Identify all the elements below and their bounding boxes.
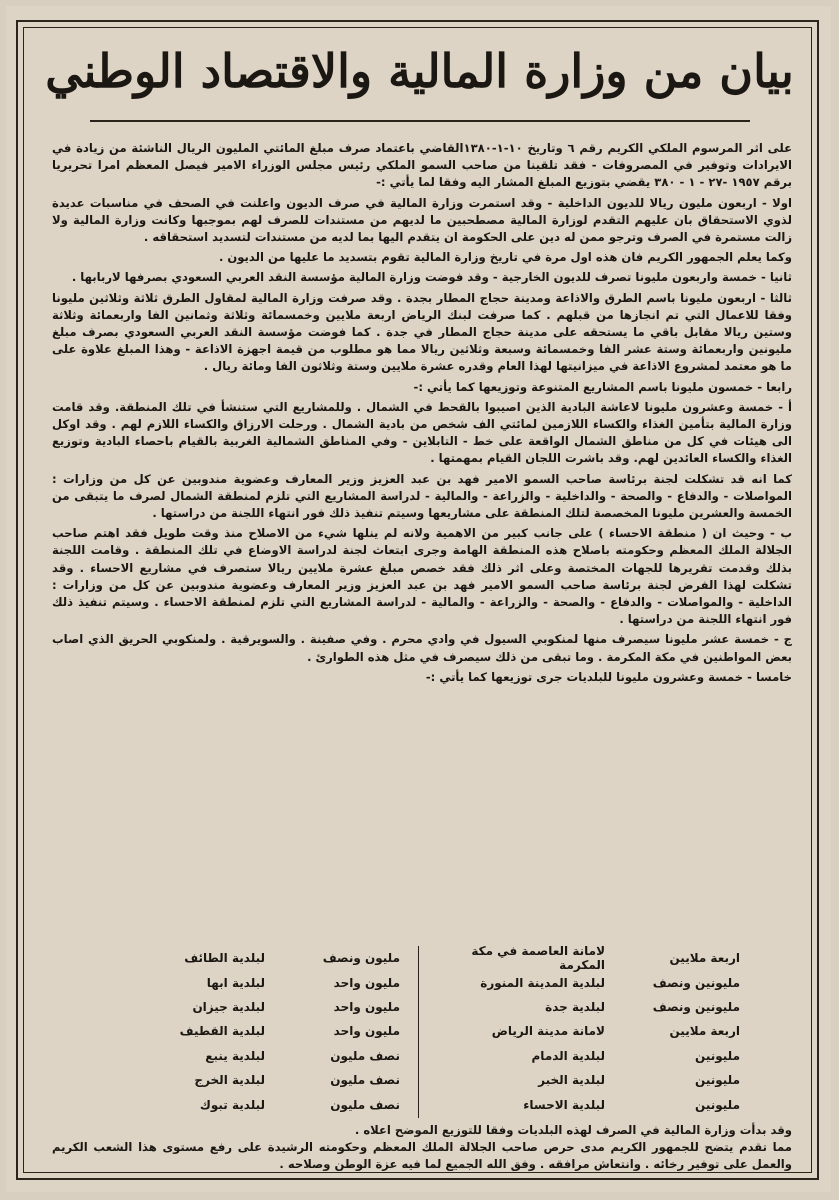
municipality-allocations <box>100 946 740 1122</box>
list-item: مليون واحد لبلدية القطيف <box>179 1024 400 1039</box>
paragraph-fourth-c-floods: ج - خمسة عشر مليونا سيصرف منها لمنكوبي السيول في وادي محرم . وفي صفينة . والسويرقية . ولمنكوبي الحريق الذي اصاب بعض المواطنين في مكة المكرمة . وما تبقى من ذلك سيصرف في مثل هذه الطوارئ . <box>52 632 792 664</box>
closing-paragraph-payment: وقد بدأت وزارة المالية في الصرف لهذه البلديات وفقا للتوزيع الموضح اعلاه . <box>354 1123 792 1137</box>
paragraph-second-external-debts: ثانيا - خمسة واربعون مليونا تصرف للديون الخارجية - وقد فوضت وزارة المالية مؤسسة النقد العربي السعودي بصرفها لاربابها . <box>71 270 792 285</box>
list-item: مليونين ونصف لبلدية المدينة المنورة <box>480 975 740 990</box>
paragraph-third-roads-broadcasting: ثالثا - اربعون مليونا باسم الطرق والاذاعة ومدينة حجاج المطار بجدة . وقد صرفت وزارة المالية لمقاول الطرق ثلاثة وثلاثين مليونا وفقا للاعمال التي تم انجازها من قبلهم . كما صرفت لبنك الرياض اربعة ملايين وخمسمائة وثلاثة وثمانين الفا واربعمائة وثلاثة وستين ريالا مقابل باقي ما يستحقه على مدينة حجاج المطار في جدة . كما فوضت مؤسسة النقد العربي السعودي بصرف مبلغ مليونين واربعمائة وستة عشر الفا وخمسمائة وسبعة وثلاثين ريالا مما هو مطلوب من قيمة اجهزة الاذاعة - وهذا المبلغ علاوة على ما هو معتمد لمشروع الاذاعة في ميزانيتها لهذا العام وقدره عشرة ملايين وستة وثلاثون الفا ومائة ريال . <box>52 290 792 374</box>
list-item: مليون ونصف لبلدية الطائف <box>184 951 400 966</box>
intro-paragraph: على اثر المرسوم الملكي الكريم رقم ٦ وتاريخ ١٠-١-١٣٨٠القاضي باعتماد صرف مبلغ المائتي المليون الريال الناشئة من زيادة في الايرادات وتوفير في المصروفات - فقد تلقينا من صاحب السمو الملكي رئيس مجلس الوزراء الامير فيصل المعظم امرا تحريريا برقم ١٩٥٧ -٢٧ - ١ - ٣٨٠ يقضي بتوزيع المبلغ المشار اليه وفقا لما يأتي :- <box>52 141 792 190</box>
list-item: مليونين ونصف لبلدية جدة <box>545 999 740 1014</box>
paragraph-fourth-a-north: أ - خمسة وعشرون مليونا لاعاشة البادية الذين اصيبوا بالقحط في الشمال . وللمشاريع التي ستنشأ في تلك المنطقة. وقد قامت وزارة المالية بتأمين الغذاء والكساء اللازمين لمائتي الف شخص من بادية الشمال . ورحلت الارزاق والكساء اللازم لهم . وقد اوكل الى هيئات في كل من مناطق الشمال الواقعة على خط - التابلاين - وفي المناطق الشمالية الغربية بالقيام باحصاء البادية وتوزيع الغذاء والكساء العائدين لهم. وقد باشرت اللجان القيام بمهمتها . <box>52 399 792 466</box>
allocation-list-right <box>440 946 740 1117</box>
paragraph-fifth-municipalities: خامسا - خمسة وعشرون مليونا للبلديات جرى توزيعها كما يأتي :- <box>425 669 792 684</box>
list-item: نصف مليون لبلدية ينبع <box>205 1048 400 1063</box>
paragraph-first-internal-debts: اولا - اربعون مليون ريالا للديون الداخلية - وقد استمرت وزارة المالية في صرف الديون واعلنت في الصحف في مناسبات عديدة لذوي الاستحقاق بان عليهم التقدم لوزارة المالية مصطحبين ما لديهم من مستندات للصرف لهم بموجبها وكانت وزارة المالية ولا زالت مستمرة في الصرف وترجو ممن له دين على الحكومة ان يتقدم اليها بما لديه من مستندات لتسديد استحقاقه . <box>52 195 792 245</box>
paragraph-fourth-b-ahsa: ب - وحيث ان ( منطقة الاحساء ) على جانب كبير من الاهمية ولانه لم ينلها شيء من الاصلاح منذ وقت طويل فقد اهتم صاحب الجلالة الملك المعظم وحكومته باصلاح هذه المنطقة الهامة وجرى ابتعاث لجنة لدراسة الاوضاع في تلك المنطقة . وقامت اللجنة بذلك وقدمت تقريرها للجهات المختصة وعلى اثر ذلك فقد خصص مبلغ عشرة ملايين ريالا ستصرف في مشاريع الاحساء . وقد تشكلت لهذا الفرض لجنة برئاسة صاحب السمو الامير فهد بن عبد العزيز وزير المعارف وعضوية مندوبين عن كل من وزارات : الداخلية - والمواصلات - والدفاع - والصحة - والزراعة - والمالية - لدراسة المشاريع التي تلزم لمنطقة الاحساء . وسيتم تنفيذ ذلك فور انتهاء اللجنة من دراستها . <box>52 526 792 627</box>
closing-text <box>52 1122 792 1174</box>
list-item: اربعة ملايين لامانة مدينة الرياض <box>491 1024 740 1039</box>
allocation-list-left <box>100 946 400 1117</box>
list-item: مليونين لبلدية الاحساء <box>523 1097 740 1112</box>
paragraph-fourth-projects: رابعا - خمسون مليونا باسم المشاريع المتنوعة وتوزيعها كما يأتي :- <box>413 379 792 394</box>
list-item: مليونين لبلدية الدمام <box>531 1048 740 1063</box>
list-item: نصف مليون لبلدية تبوك <box>199 1097 400 1112</box>
list-item: مليون واحد لبلدية جيزان <box>192 999 400 1014</box>
statement-body <box>52 140 792 689</box>
column-divider <box>418 946 419 1118</box>
paragraph-fourth-a-committee: كما انه قد تشكلت لجنة برئاسة صاحب السمو الامير فهد بن عبد العزيز وزير المعارف وعضوية مندوبين عن كل من وزارات : المواصلات - والدفاع - والصحة - والداخلية - والزراعة - والمالية - لدراسة المشاريع التي تلزم لمنطقة الشمال لصرف ما يتبقى من الخمسة والعشرين مليونا المخصصة لتلك المنطقة على مشاريعها وسيتم تنفيذ ذلك فور انتهاء اللجنة من دراستها . <box>52 471 792 521</box>
list-item: نصف مليون لبلدية الخرج <box>194 1073 400 1088</box>
list-item: مليونين لبلدية الخبر <box>538 1073 740 1088</box>
closing-paragraph-conclusion: مما تقدم يتضح للجمهور الكريم مدى حرص صاحب الجلالة الملك المعظم وحكومته الرشيدة على رفع مستوى هذا الشعب الكريم والعمل على توفير رخائه . وانتعاش مرافقه . وفق الله الجميع لما فيه عزة الوطن وصلاحه . <box>52 1140 792 1172</box>
title-rule <box>90 120 750 122</box>
statement-title: بيان من وزارة المالية والاقتصاد الوطني <box>45 44 794 98</box>
paragraph-first-debts-note: وكما يعلم الجمهور الكريم فان هذه اول مرة في تاريخ وزارة المالية تقوم بتسديد ما عليها من الديون . <box>218 250 792 265</box>
list-item: اربعة ملايين لامانة العاصمة في مكة المكرمة <box>471 944 740 973</box>
list-item: مليون واحد لبلدية ابها <box>206 975 400 990</box>
